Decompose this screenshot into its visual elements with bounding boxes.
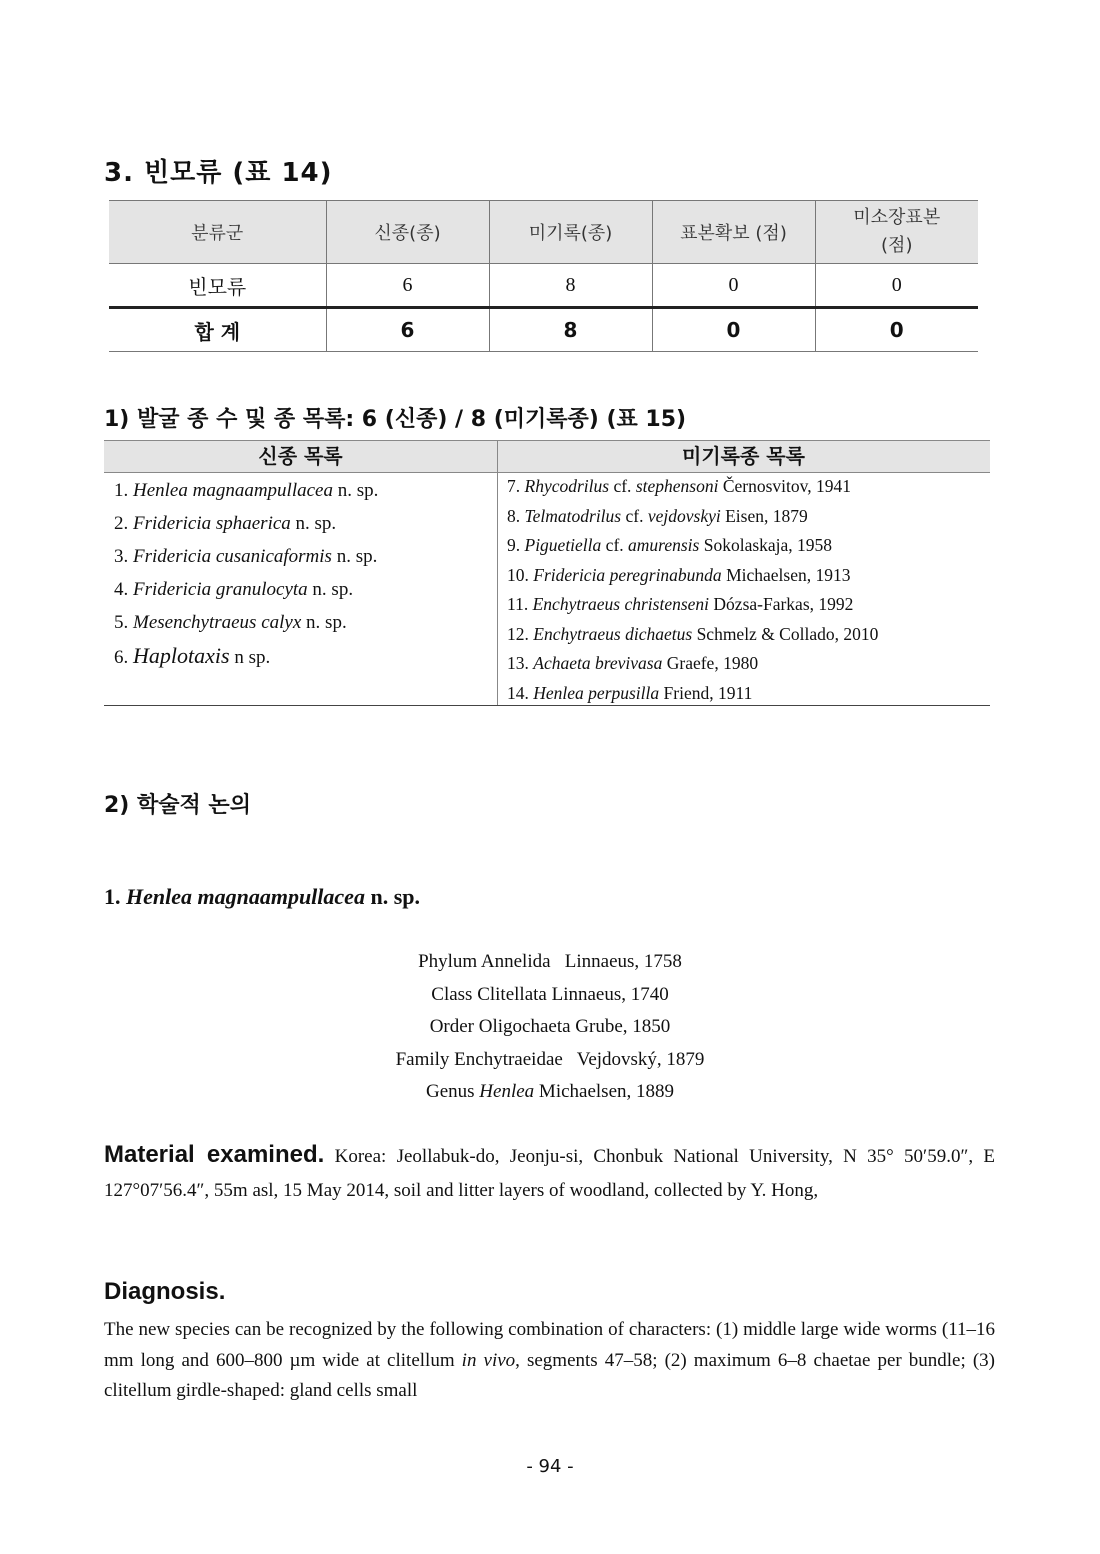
cell-unheld: 0 xyxy=(815,264,978,308)
table-total-row xyxy=(109,308,978,352)
species-list-table xyxy=(104,440,990,706)
new-record-list xyxy=(507,472,878,708)
total-new-records: 8 xyxy=(489,308,652,352)
list-item: 14. Henlea perpusilla Friend, 1911 xyxy=(507,682,753,703)
species-heading xyxy=(104,884,420,910)
header-unheld-line1: 미소장표본 xyxy=(853,207,941,228)
subsection-title-species-count: 1) 발굴 종 수 및 종 목록: 6 (신종) / 8 (미기록종) (표 15) xyxy=(104,407,687,432)
header-new-records: 미기록(종) xyxy=(489,201,652,264)
diagnosis-text: The new species can be recognized by the following combination of characters: (1) middle large wide worms (11–16 mm long and 600–800 µm wide at clitellum in vivo, segments 47–58; (2) maximum 6–8 chaetae per bundle; (3) clitellum girdle-shaped: gland cells small xyxy=(104,1319,995,1401)
taxonomy-block xyxy=(0,946,1100,1109)
species-table-header xyxy=(104,441,990,473)
summary-table xyxy=(109,200,978,352)
list-item: 2. Fridericia sphaerica n. sp. xyxy=(114,513,337,534)
taxonomy-phylum: Phylum Annelida Linnaeus, 1758 xyxy=(418,951,682,972)
list-item: 6. Haplotaxis n sp. xyxy=(114,643,271,668)
material-examined xyxy=(104,1138,995,1208)
list-item: 12. Enchytraeus dichaetus Schmelz & Collado, 2010 xyxy=(507,623,879,644)
taxonomy-family: Family Enchytraeidae Vejdovský, 1879 xyxy=(395,1048,705,1070)
cell-new-species: 6 xyxy=(326,264,489,308)
list-item: 10. Fridericia peregrinabunda Michaelsen, 1913 xyxy=(507,564,851,585)
list-item: 3. Fridericia cusanicaformis n. sp. xyxy=(114,546,378,567)
subsection-title-discussion: 2) 학술적 논의 xyxy=(104,793,251,818)
material-lead: Material examined. xyxy=(104,1141,325,1168)
list-item: 11. Enchytraeus christenseni Dózsa-Farkas, 1992 xyxy=(507,594,854,614)
table-row xyxy=(109,264,978,308)
species-heading-name: Henlea magnaampullacea xyxy=(126,884,365,909)
list-item: 9. Piguetiella cf. amurensis Sokolaskaja, 1958 xyxy=(507,535,833,555)
species-heading-suffix: n. sp. xyxy=(370,884,420,909)
taxonomy-genus: Genus Henlea Michaelsen, 1889 xyxy=(425,1081,674,1102)
new-species-list xyxy=(114,474,378,672)
section-title: 3. 빈모류 (표 14) xyxy=(104,158,333,188)
column-divider xyxy=(497,441,498,705)
species-heading-number: 1. xyxy=(104,884,121,909)
header-specimens: 표본확보 (점) xyxy=(652,201,815,264)
header-taxon: 분류군 xyxy=(109,201,326,264)
material-text: Korea: Jeollabuk-do, Jeonju-si, Chonbuk National University, N 35° 50′59.0″, E 127°07′56.4″, 55m asl, 15 May 2014, soil and litter layers of woodland, collected by Y. Hong, xyxy=(104,1146,996,1201)
header-new-record-list: 미기록종 목록 xyxy=(682,444,805,468)
diagnosis-title: Diagnosis. xyxy=(104,1278,226,1305)
taxonomy-class: Class Clitellata Linnaeus, 1740 xyxy=(431,983,669,1005)
total-new-species: 6 xyxy=(326,308,489,352)
header-unheld-line2: (점) xyxy=(881,235,913,256)
page-number: - 94 - xyxy=(526,1456,574,1477)
list-item: 7. Rhycodrilus cf. stephensoni Černosvitov, 1941 xyxy=(507,476,851,496)
taxonomy-order: Order Oligochaeta Grube, 1850 xyxy=(429,1016,671,1037)
header-new-species: 신종(종) xyxy=(326,201,489,264)
total-label: 합 계 xyxy=(109,308,326,352)
header-unheld-specimens xyxy=(815,201,978,264)
total-unheld: 0 xyxy=(815,308,978,352)
header-new-species-list: 신종 목록 xyxy=(258,444,343,468)
list-item: 1. Henlea magnaampullacea n. sp. xyxy=(114,480,379,501)
list-item: 4. Fridericia granulocyta n. sp. xyxy=(114,579,354,600)
cell-new-records: 8 xyxy=(489,264,652,308)
cell-specimens: 0 xyxy=(652,264,815,308)
total-specimens: 0 xyxy=(652,308,815,352)
list-item: 5. Mesenchytraeus calyx n. sp. xyxy=(114,612,347,633)
list-item: 13. Achaeta brevivasa Graefe, 1980 xyxy=(507,653,759,673)
cell-taxon: 빈모류 xyxy=(109,264,326,308)
list-item: 8. Telmatodrilus cf. vejdovskyi Eisen, 1879 xyxy=(507,505,808,526)
